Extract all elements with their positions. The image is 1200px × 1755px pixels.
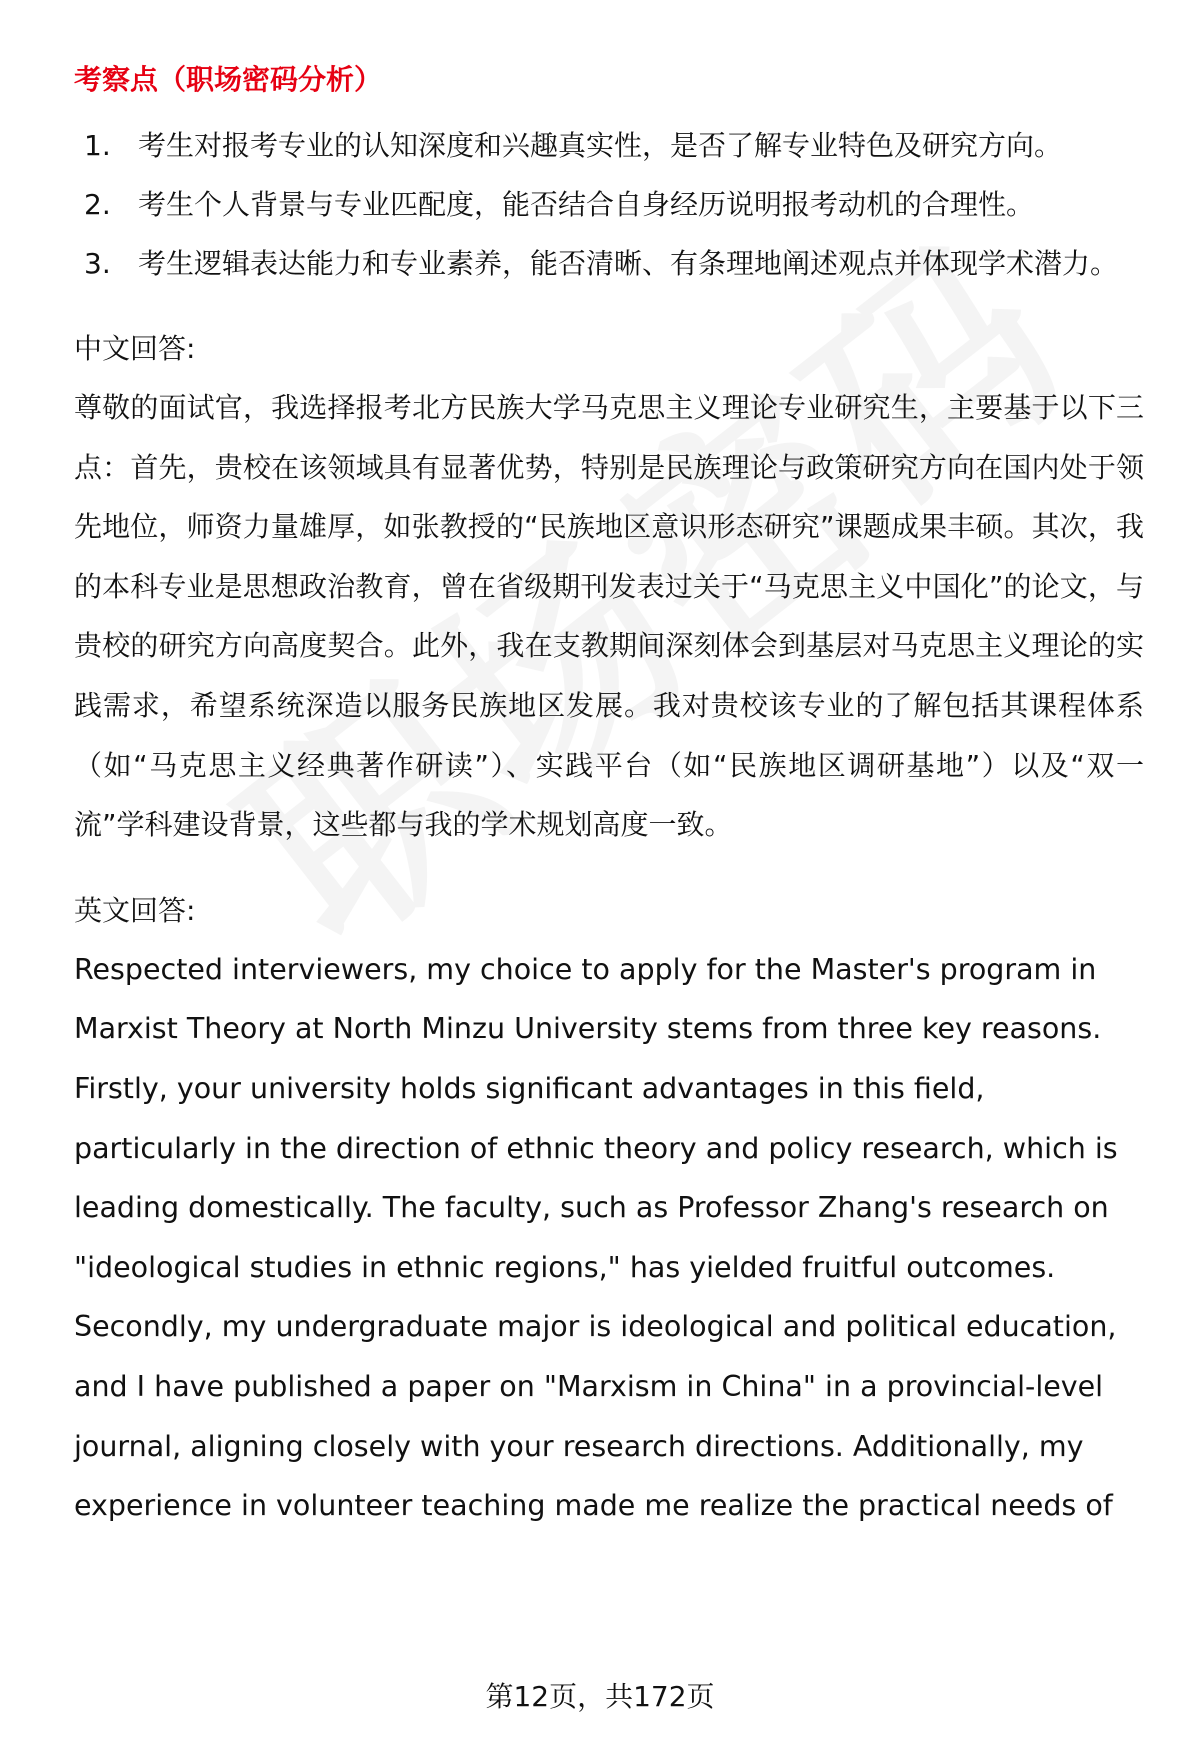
assessment-points-list: [74, 116, 1144, 293]
section-title: 考察点（职场密码分析）: [74, 63, 383, 96]
list-item-number: 3.: [84, 247, 111, 280]
list-item-text: 考生逻辑表达能力和专业素养，能否清晰、有条理地阐述观点并体现学术潜力。: [138, 247, 1119, 280]
list-item: [74, 116, 1144, 175]
page-content: [74, 60, 1144, 1536]
chinese-answer-label: 中文回答:: [74, 332, 196, 365]
list-item-text: 考生个人背景与专业匹配度，能否结合自身经历说明报考动机的合理性。: [138, 188, 1035, 221]
chinese-answer-text: 尊敬的面试官，我选择报考北方民族大学马克思主义理论专业研究生，主要基于以下三点：首先，贵校在该领域具有显著优势，特别是民族理论与政策研究方向在国内处于领先地位，师资力量雄厚，如张教授的“民族地区意识形态研究”课题成果丰硕。其次，我的本科专业是思想政治教育，曾在省级期刊发表过关于“马克思主义中国化”的论文，与贵校的研究方向高度契合。此外，我在支教期间深刻体会到基层对马克思主义理论的实践需求，希望系统深造以服务民族地区发展。我对贵校该专业的了解包括其课程体系（如“马克思主义经典著作研读”）、实践平台（如“民族地区调研基地”）以及“双一流”学科建设背景，这些都与我的学术规划高度一致。: [74, 391, 1144, 842]
english-answer-label: 英文回答:: [74, 893, 196, 927]
list-item: [74, 234, 1144, 293]
page-number-footer: 第12页，共172页: [485, 1680, 715, 1713]
list-item: [74, 175, 1144, 234]
list-item-number: 1.: [84, 129, 111, 162]
english-answer-text: Respected interviewers, my choice to apply for the Master's program in Marxist Theory at North Minzu University stems from three key reasons. Firstly, your university holds significant advantages in this field, particularly in the direction of ethnic theory and policy research, which is leading domestically. The faculty, such as Professor Zhang's research on "ideological studies in ethnic regions," has yielded fruitful outcomes. Secondly, my undergraduate major is ideological and political education, and I have published a paper on "Marxism in China" in a provincial-level journal, aligning closely with your research directions. Additionally, my experience in volunteer teaching made me realize the practical needs of: [74, 952, 1118, 1523]
list-item-text: 考生对报考专业的认知深度和兴趣真实性，是否了解专业特色及研究方向。: [138, 129, 1063, 162]
list-item-number: 2.: [84, 188, 111, 221]
